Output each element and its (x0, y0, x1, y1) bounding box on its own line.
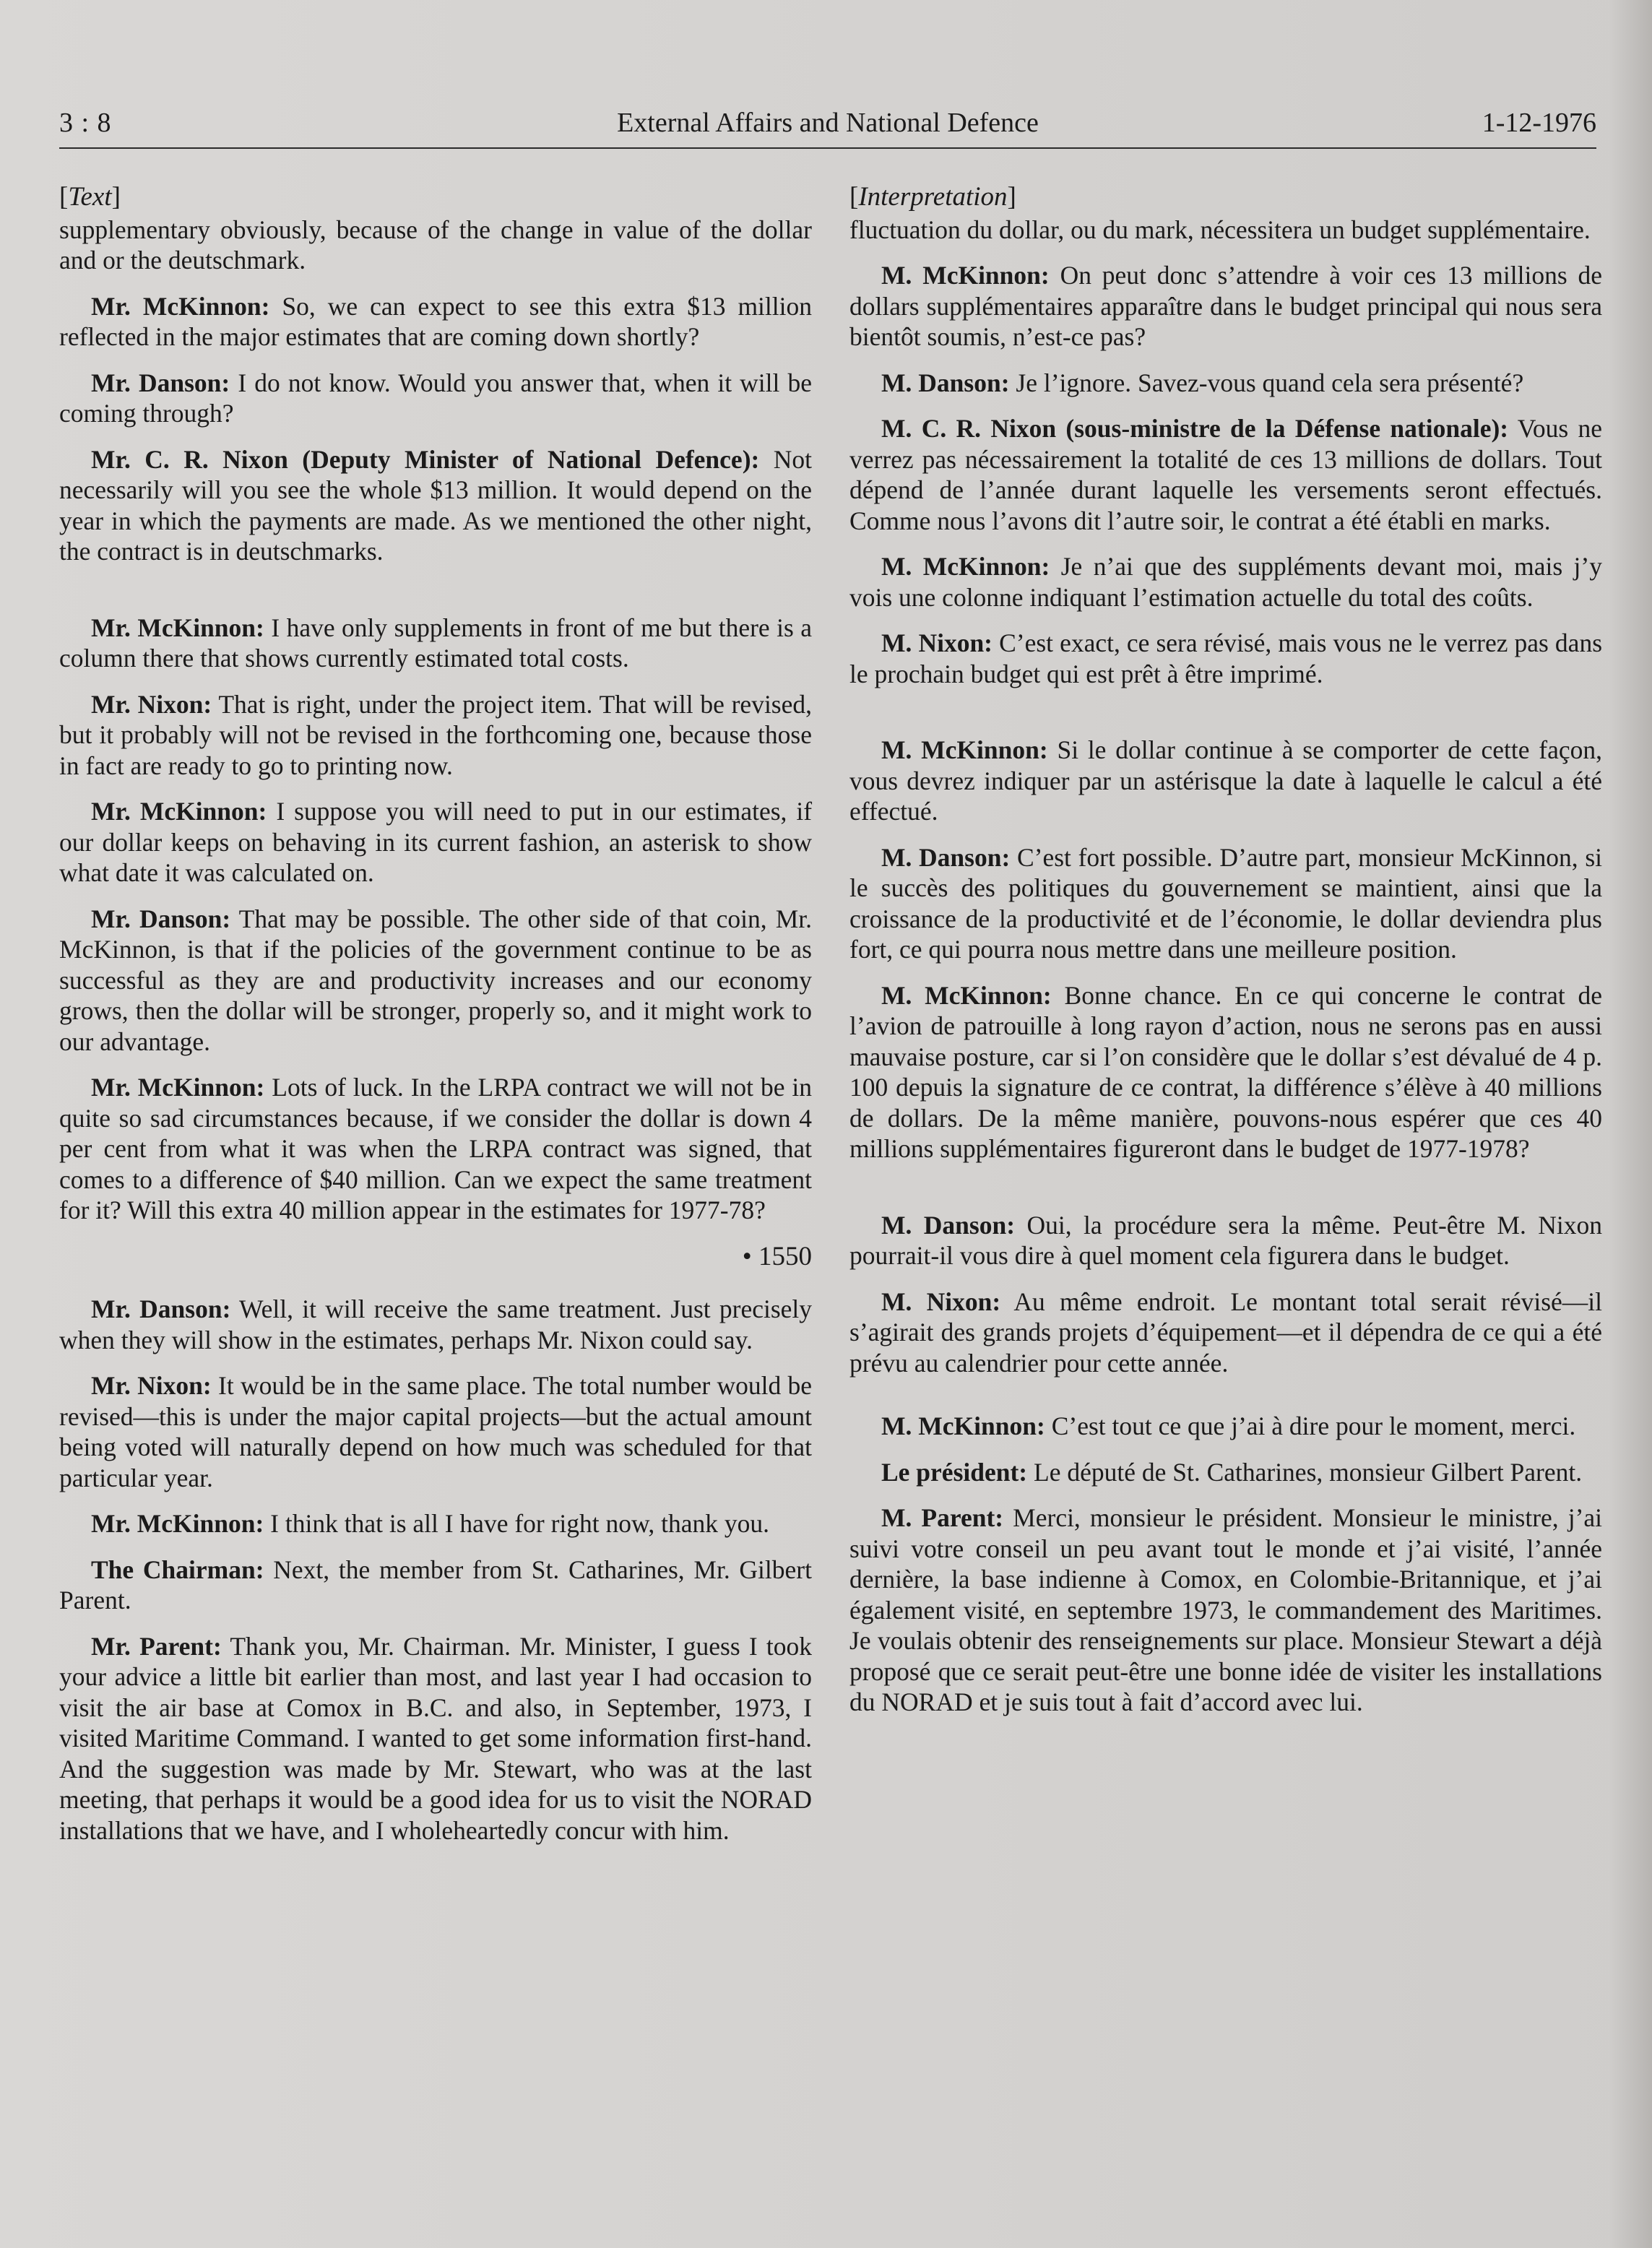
time-marker: • 1550 (742, 1241, 812, 1271)
speech-turn (59, 1508, 812, 1539)
running-header (59, 107, 1596, 149)
speech-text: So, we can expect to see this extra $13 million reflected in the major estimates that are coming down shortly? (59, 291, 813, 351)
speech-text: Je l’ignore. Savez-vous quand cela sera présenté? (1016, 368, 1524, 397)
speech-text: Je n’ai que des suppléments devant moi, mais j’y vois une colonne indiquant l’estimation actuelle du total des coûts. (849, 552, 1602, 612)
speaker-name: The Chairman: (91, 1555, 264, 1584)
spacer (849, 1180, 1602, 1210)
speaker-name: M. Danson: (881, 1210, 1016, 1240)
speech-text: C’est fort possible. D’autre part, monsieur McKinnon, si le succès des politiques du gouvernement se maintient, ainsi que la croissance de la productivité et de l’économie, le dollar deviendra plus fort, ce qui pourra nous mettre dans une meilleure position. (849, 842, 1602, 964)
speaker-name: M. McKinnon: (881, 980, 1052, 1010)
speech-turn (59, 1370, 812, 1493)
speech-turn (849, 551, 1602, 613)
speech-text: Thank you, Mr. Chairman. Mr. Minister, I guess I took your advice a little bit earlier than most, and last year I had occasion to visit the air base at Comox in B.C. and also, in September, 1973, I visited Maritime Command. I wanted to get some information first-hand. And the suggestion was made by Mr. Stewart, who was at the last meeting, that perhaps it would be a good idea for us to visit the NORAD installations that we have, and I wholeheartedly concur with him. (59, 1631, 813, 1845)
speech-text: Si le dollar continue à se comporter de cette façon, vous devrez indiquer par un astérisque la date à laquelle le calcul a été effectué. (849, 735, 1602, 826)
speech-turn (849, 368, 1602, 399)
speech-turn (59, 368, 812, 429)
speaker-name: Mr. McKinnon: (91, 1509, 264, 1538)
header-rule (59, 147, 1596, 149)
speaker-name: M. McKinnon: (881, 552, 1050, 581)
speech-text: Next, the member from St. Catharines, Mr. Gilbert Parent. (59, 1555, 812, 1614)
speaker-name: Mr. McKinnon: (91, 613, 264, 642)
speaker-name: Mr. Danson: (91, 368, 230, 397)
speech-turn (59, 613, 812, 674)
speaker-name: M. Parent: (881, 1503, 1004, 1532)
speech-turn (849, 1457, 1602, 1488)
speaker-name: Mr. McKinnon: (91, 797, 267, 826)
speaker-name: M. Danson: (881, 368, 1010, 397)
spacer (59, 582, 812, 613)
speech-text: Well, it will receive the same treatment. Just precisely when they will show in the estimates, perhaps Mr. Nixon could say. (59, 1294, 813, 1354)
speech-text: Merci, monsieur le président. Monsieur le ministre, j’ai suivi votre conseil un peu avant tout le monde et j’ai visité, l’année dernière, la base indienne à Comox, en Colombie-Britannique, et j’ai également visité, en septembre 1973, le commandement des Maritimes. Je voulais obtenir des renseignements sur place. Monsieur Stewart a déjà proposé que ce serait peut-être une bonne idée de visiter les installations du NORAD et je suis tout à fait d’accord avec lui. (849, 1503, 1603, 1716)
speaker-name: M. McKinnon: (881, 261, 1050, 290)
speech-text: On peut donc s’attendre à voir ces 13 millions de dollars supplémentaires apparaître dans le budget principal qui nous sera bientôt soumis, n’est-ce pas? (849, 261, 1602, 351)
speaker-name: M. McKinnon: (881, 1412, 1045, 1440)
speech-text: C’est tout ce que j’ai à dire pour le moment, merci. (1051, 1412, 1576, 1440)
page-number: 3 : 8 (59, 108, 112, 138)
speech-turn (849, 735, 1602, 827)
speech-text: Bonne chance. En ce qui concerne le contrat de l’avion de patrouille à long rayon d’action, nous ne serons pas en aussi mauvaise posture, car si l’on considère que le dollar s’est dévalué de 4 p. 100 depuis la signature de ce contrat, la différence s’élève à 40 millions de dollars. De la même manière, pouvons-nous espérer que ces 40 millions supplémentaires figureront dans le budget de 1977-1978? (849, 980, 1602, 1163)
speech-turn (59, 1294, 812, 1355)
speech-turn (59, 1555, 812, 1616)
english-column (59, 182, 812, 1861)
speech-text: C’est exact, ce sera révisé, mais vous ne le verrez pas dans le prochain budget qui est prêt à être imprimé. (849, 628, 1603, 688)
speech-turn (849, 1210, 1602, 1271)
speech-text: Oui, la procédure sera la même. Peut-être M. Nixon pourrait-il vous dire à quel moment cela figurera dans le budget. (849, 1210, 1602, 1270)
speaker-name: Le président: (881, 1457, 1028, 1487)
speech-text: That is right, under the project item. That will be revised, but it probably will not be revised in the forthcoming one, because those in fact are ready to go to printing now. (59, 689, 812, 780)
speaker-name: Mr. Danson: (91, 1294, 231, 1323)
french-column (849, 182, 1602, 1733)
speech-turn (849, 413, 1602, 536)
spacer (849, 704, 1602, 735)
speech-text: Au même endroit. Le montant total serait révisé—il s’agirait des grands projets d’équipement—et il dépendra de ce qui a été prévu au calendrier pour cette année. (849, 1287, 1602, 1378)
speech-turn (849, 842, 1602, 965)
speaker-name: Mr. Danson: (91, 904, 231, 933)
speech-turn (849, 980, 1602, 1164)
speech-turn (849, 260, 1602, 353)
speaker-name: M. Nixon: (881, 1287, 1001, 1316)
publication-title: External Affairs and National Defence (617, 108, 1039, 138)
speech-turn (59, 689, 812, 782)
speech-turn (59, 444, 812, 567)
speech-turn (59, 291, 812, 353)
speech-text: I think that is all I have for right now, thank you. (270, 1509, 769, 1538)
speaker-name: Mr. Nixon: (91, 1371, 212, 1400)
speech-turn (59, 1072, 812, 1226)
speaker-name: M. C. R. Nixon (sous-ministre de la Défense nationale): (881, 414, 1509, 443)
speech-turn (849, 628, 1602, 689)
speaker-name: M. Danson: (881, 842, 1011, 872)
speech-turn (849, 1503, 1602, 1718)
binding-shadow (1609, 0, 1652, 2248)
speech-turn (59, 904, 812, 1058)
speaker-name: Mr. Nixon: (91, 689, 212, 719)
speech-text: Lots of luck. In the LRPA contract we will not be in quite so sad circumstances because, if we consider the dollar is down 4 per cent from what it was when the LRPA contract was signed, that comes to a difference of $40 million. Can we expect the same treatment for it? Will this extra 40 million appear in the estimates for 1977-78? (59, 1073, 813, 1224)
speech-turn (849, 1411, 1602, 1442)
speaker-name: M. McKinnon: (881, 735, 1048, 764)
speech-text: That may be possible. The other side of that coin, Mr. McKinnon, is that if the policies of the government continue to be as successful as they are and productivity increases and our economy grows, then the dollar will be stronger, properly so, and it might work to our advantage. (59, 904, 813, 1056)
speech-text: Le député de St. Catharines, monsieur Gilbert Parent. (1034, 1457, 1583, 1487)
speech-text: I do not know. Would you answer that, when it will be coming through? (59, 368, 813, 428)
speech-turn (59, 796, 812, 889)
speech-turn (849, 1287, 1602, 1379)
continuation-paragraph: fluctuation du dollar, ou du mark, nécessitera un budget supplémentaire. (849, 215, 1591, 244)
speech-text: I have only supplements in front of me but there is a column there that shows currently estimated total costs. (59, 613, 812, 673)
speech-text: Not necessarily will you see the whole $13 million. It would depend on the year in which the payments are made. As we mentioned the other night, the contract is in deutschmarks. (59, 444, 813, 566)
sitting-date: 1-12-1976 (1482, 108, 1596, 138)
speaker-name: Mr. Parent: (91, 1631, 222, 1661)
speech-text: Vous ne verrez pas nécessairement la totalité de ces 13 millions de dollars. Tout dépend de l’année durant laquelle les versements seront effectués. Comme nous l’avons dit l’autre soir, le contrat a été établi en marks. (849, 414, 1602, 535)
speaker-name: Mr. McKinnon: (91, 1073, 265, 1102)
spacer (849, 1393, 1602, 1411)
speech-text: It would be in the same place. The total number would be revised—this is under the major capital projects—but the actual amount being voted will naturally depend on how much was scheduled for that particular year. (59, 1371, 813, 1492)
speech-text: I suppose you will need to put in our estimates, if our dollar keeps on behaving in its current fashion, an asterisk to show what date it was calculated on. (59, 797, 813, 887)
speaker-name: Mr. McKinnon: (91, 291, 270, 321)
speaker-name: Mr. C. R. Nixon (Deputy Minister of National Defence): (91, 444, 760, 474)
language-label: [Text] (59, 182, 121, 212)
speech-turn (59, 1631, 812, 1846)
speaker-name: M. Nixon: (881, 628, 993, 657)
continuation-paragraph: supplementary obviously, because of the change in value of the dollar and or the deutschmark. (59, 215, 812, 274)
language-label: [Interpretation] (849, 182, 1016, 212)
